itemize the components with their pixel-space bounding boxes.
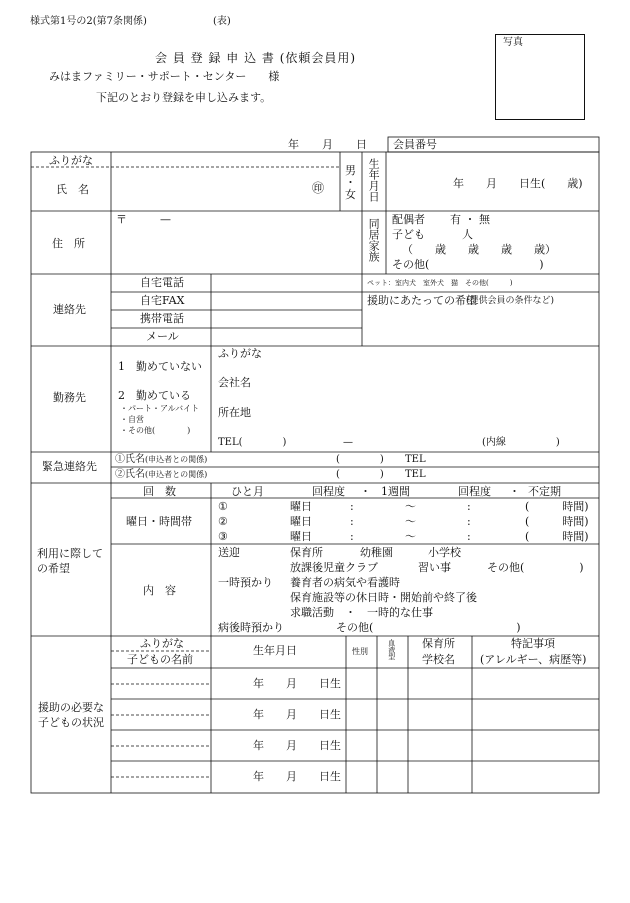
spouse-options[interactable]: 有 ・ 無 [450,213,490,226]
company-name-label: 会社名 [218,376,251,389]
freq-dot-2: ・ [509,485,520,498]
facility-closed-option[interactable]: 保育施設等の休日時・開始前や終了後 [290,591,477,604]
per-month-label: ひと月 [231,485,264,498]
child-school-label-2: 学校名 [422,653,455,666]
children-section-label: 援助の必要な子どもの状況 [38,701,104,730]
slot-2-tilde: 〜 [405,515,416,528]
child-furigana-label: ふりがな [140,637,184,650]
child-2-birth: 年 月 日生 [253,708,341,721]
escort-other-option[interactable]: その他( ) [487,561,584,574]
wishes-label: 援助にあたっての希望 [367,294,477,307]
slot-2-colon-a: : [350,515,354,528]
postal-mark: 〒 — [116,213,171,226]
others-label: その他( ) [392,258,544,271]
addressee: みはまファミリー・サポート・センター 様 [49,70,280,83]
pet-note: ペット：室内犬 室外犬 猫 その他( ) [367,279,513,287]
frequency-label: 回 数 [143,485,176,498]
member-number-label: 会員番号 [393,138,437,151]
children-ages: （ 歳 歳 歳 歳） [402,243,556,256]
emergency-section-label: 緊急連絡先 [42,460,97,473]
email-label: メール [146,330,179,343]
birth-value: 年 月 日生( 歳) [453,177,583,190]
other-work-option[interactable]: ・その他( ) [120,426,191,435]
home-phone-label: 自宅電話 [140,276,184,289]
children-label: 子ども [392,228,425,241]
home-fax-label: 自宅FAX [140,294,185,307]
slot-1-number: ① [218,500,228,513]
slot-3-hours: ( 時間) [525,530,589,543]
birth-label: 生年月日 [367,158,381,202]
date-year: 年 [288,138,299,151]
child-notes-label-1: 特記事項 [511,637,555,650]
company-location-label: 所在地 [218,406,251,419]
spouse-label: 配偶者 [392,213,425,226]
work-extension-label: (内線 ) [482,437,560,448]
child-school-label-1: 保育所 [422,637,455,650]
weekly-label: 1週間 [381,485,410,498]
sex-male[interactable]: 男 [345,164,356,177]
emergency-tel-paren-1: ( ) [336,454,384,465]
slot-1-tilde: 〜 [405,500,416,513]
child-sex-label: 性別 [352,647,368,656]
temp-care-label: 一時預かり [218,576,273,589]
nursery-option[interactable]: 保育所 [290,546,323,559]
child-notes-label-2: (アレルギー、病歴等) [480,653,587,666]
slot-3-weekday: 曜日 [290,530,312,543]
lessons-option[interactable]: 習い事 [418,561,451,574]
name-field[interactable] [112,168,339,210]
sick-other-option[interactable]: その他( ) [336,621,521,634]
name-label: 氏 名 [56,183,89,196]
address-label: 住 所 [52,237,85,250]
slot-3-colon-b: : [467,530,471,543]
slot-2-colon-b: : [467,515,471,528]
child-name-label: 子どもの名前 [127,653,193,666]
child-blood-label: 血液型 [387,639,396,660]
kindergarten-option[interactable]: 幼稚園 [360,546,393,559]
emergency-name-1: ①氏名(申込者との関係) [115,454,208,465]
slot-3-tilde: 〜 [405,530,416,543]
contact-section-label: 連絡先 [53,303,86,316]
slot-3-colon-a: : [350,530,354,543]
seal-mark: ㊞ [312,181,325,195]
front-mark: (表) [213,16,231,27]
photo-label: 写真 [503,37,523,48]
times-label-1: 回程度 [312,485,345,498]
intro-text: 下記のとおり登録を申し込みます。 [96,91,272,104]
part-time-option[interactable]: ・パート・アルバイト [120,404,200,413]
emergency-name-2: ②氏名(申込者との関係) [115,469,208,480]
date-day: 日 [356,138,367,151]
working-option[interactable]: 2 勤めている [118,389,191,402]
elementary-option[interactable]: 小学校 [428,546,461,559]
emergency-tel-1: TEL [405,454,426,465]
slot-1-colon-a: : [350,500,354,513]
sex-separator: ・ [345,176,356,189]
household-label: 同居家族 [367,218,381,262]
work-tel-label: TEL( ) [218,437,287,448]
child-3-birth: 年 月 日生 [253,739,341,752]
irregular-label: 不定期 [528,485,561,498]
self-employed-option[interactable]: ・自営 [120,415,144,424]
sick-care-label: 病後時預かり [218,621,284,634]
wishes-note: (提供会員の条件など) [466,296,555,306]
sex-female[interactable]: 女 [345,188,356,201]
slot-2-weekday: 曜日 [290,515,312,528]
date-month: 月 [322,138,333,151]
mobile-label: 携帯電話 [140,312,184,325]
slot-2-hours: ( 時間) [525,515,589,528]
day-time-label: 曜日・時間帯 [126,515,192,528]
escort-label: 送迎 [218,546,240,559]
furigana-label: ふりがな [49,154,93,167]
not-working-option[interactable]: 1 勤めていない [118,360,202,373]
times-label-2: 回程度 [458,485,491,498]
work-section-label: 勤務先 [53,391,86,404]
content-label: 内 容 [143,584,176,597]
job-hunting-option[interactable]: 求職活動 ・ 一時的な仕事 [290,606,433,619]
child-birth-label: 生年月日 [253,644,297,657]
slot-3-number: ③ [218,530,228,543]
form-number: 様式第1号の2(第7条関係) [30,16,147,27]
slot-1-weekday: 曜日 [290,500,312,513]
slot-2-number: ② [218,515,228,528]
afterschool-option[interactable]: 放課後児童クラブ [290,561,378,574]
child-1-birth: 年 月 日生 [253,677,341,690]
company-furigana-label: ふりがな [218,347,262,360]
usage-section-label: 利用に際しての希望 [37,547,103,576]
slot-1-colon-b: : [467,500,471,513]
child-4-birth: 年 月 日生 [253,770,341,783]
slot-1-hours: ( 時間) [525,500,589,513]
caregiver-illness-option[interactable]: 養育者の病気や看護時 [290,576,400,589]
children-unit: 人 [462,228,473,241]
emergency-tel-2: TEL [405,469,426,480]
form-title: 会 員 登 録 申 込 書 (依頼会員用) [155,51,357,65]
work-tel-dash: — [343,437,353,448]
emergency-tel-paren-2: ( ) [336,469,384,480]
freq-dot-1: ・ [360,485,371,498]
